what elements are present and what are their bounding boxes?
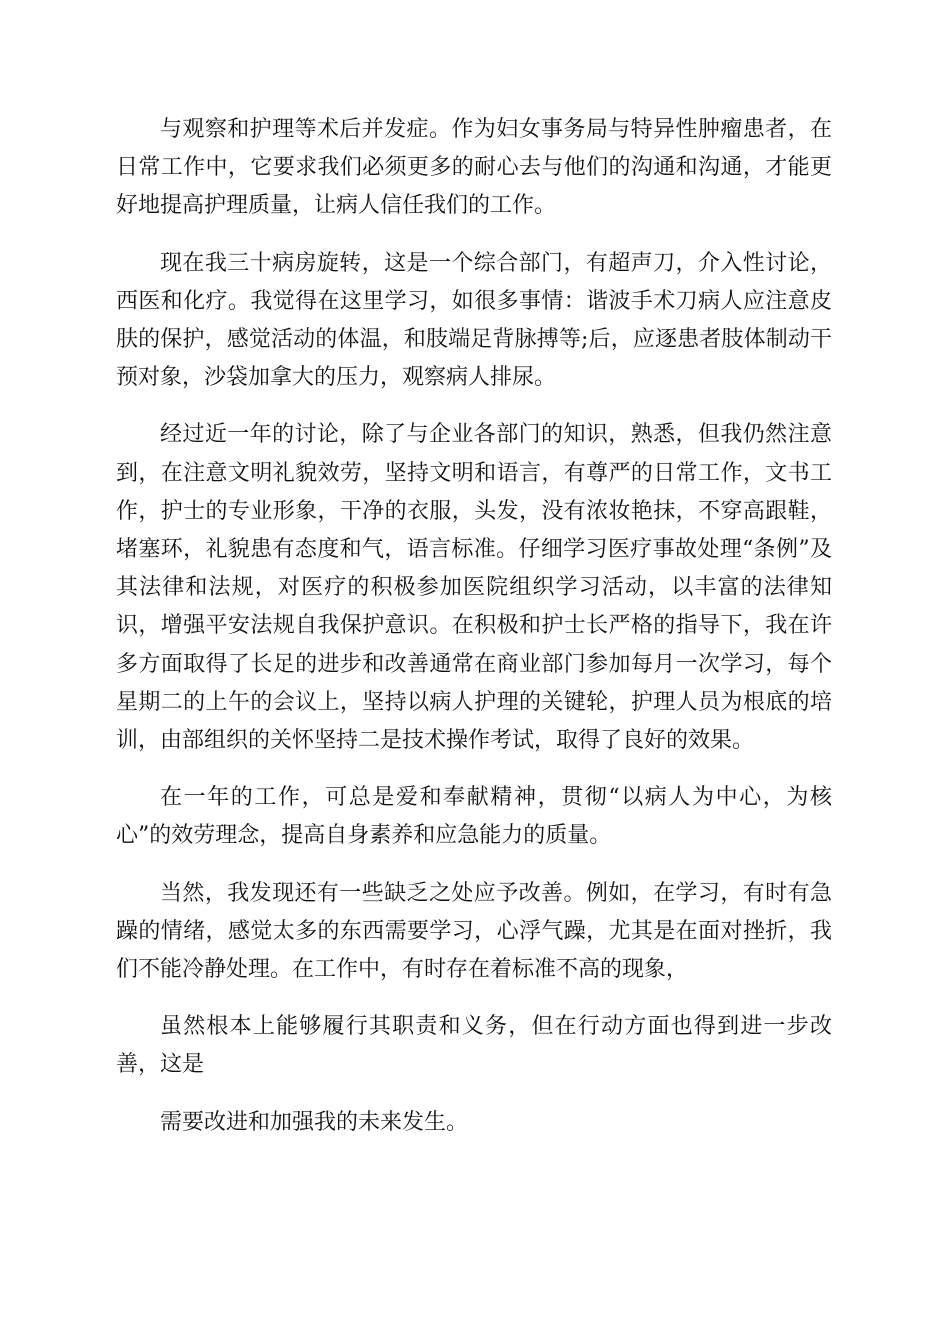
- paragraph-5: 当然，我发现还有一些缺乏之处应予改善。例如，在学习，有时有急躁的情绪，感觉太多的东西需要学习，心浮气躁，尤其是在面对挫折，我们不能冷静处理。在工作中，有时存在着标准不高的现象，: [116, 880, 832, 983]
- document-body: [116, 111, 832, 1161]
- paragraph-7: 需要改进和加强我的未来发生。: [160, 1109, 469, 1135]
- paragraph-1: 与观察和护理等术后并发症。作为妇女事务局与特异性肿瘤患者，在日常工作中，它要求我们必须更多的耐心去与他们的沟通和沟通，才能更好地提高护理质量，让病人信任我们的工作。: [116, 117, 832, 219]
- paragraph-4: 在一年的工作，可总是爱和奉献精神，贯彻“以病人为中心，为核心”的效劳理念，提高自身素养和应急能力的质量。: [116, 785, 832, 849]
- paragraph-3: 经过近一年的讨论，除了与企业各部门的知识，熟悉，但我仍然注意到，在注意文明礼貌效劳，坚持文明和语言，有尊严的日常工作，文书工作，护士的专业形象，干净的衣服，头发，没有浓妆艳抹，不穿高跟鞋，堵塞环，礼貌患有态度和气，语言标准。仔细学习医疗事故处理“条例”及其法律和法规，对医疗的积极参加医院组织学习活动，以丰富的法律知识，增强平安法规自我保护意识。在积极和护士长严格的指导下，我在许多方面取得了长足的进步和改善通常在商业部门参加每月一次学习，每个星期二的上午的会议上，坚持以病人护理的关键轮，护理人员为根底的培训，由部组织的关怀坚持二是技术操作考试，取得了良好的效果。: [116, 422, 832, 754]
- paragraph-6: 虽然根本上能够履行其职责和义务，但在行动方面也得到进一步改善，这是: [116, 1014, 832, 1078]
- paragraph-2: 现在我三十病房旋转，这是一个综合部门，有超声刀，介入性讨论，西医和化疗。我觉得在这里学习，如很多事情：谐波手术刀病人应注意皮肤的保护，感觉活动的体温，和肢端足背脉搏等;后，应逐患者肢体制动干预对象，沙袋加拿大的压力，观察病人排尿。: [116, 250, 832, 391]
